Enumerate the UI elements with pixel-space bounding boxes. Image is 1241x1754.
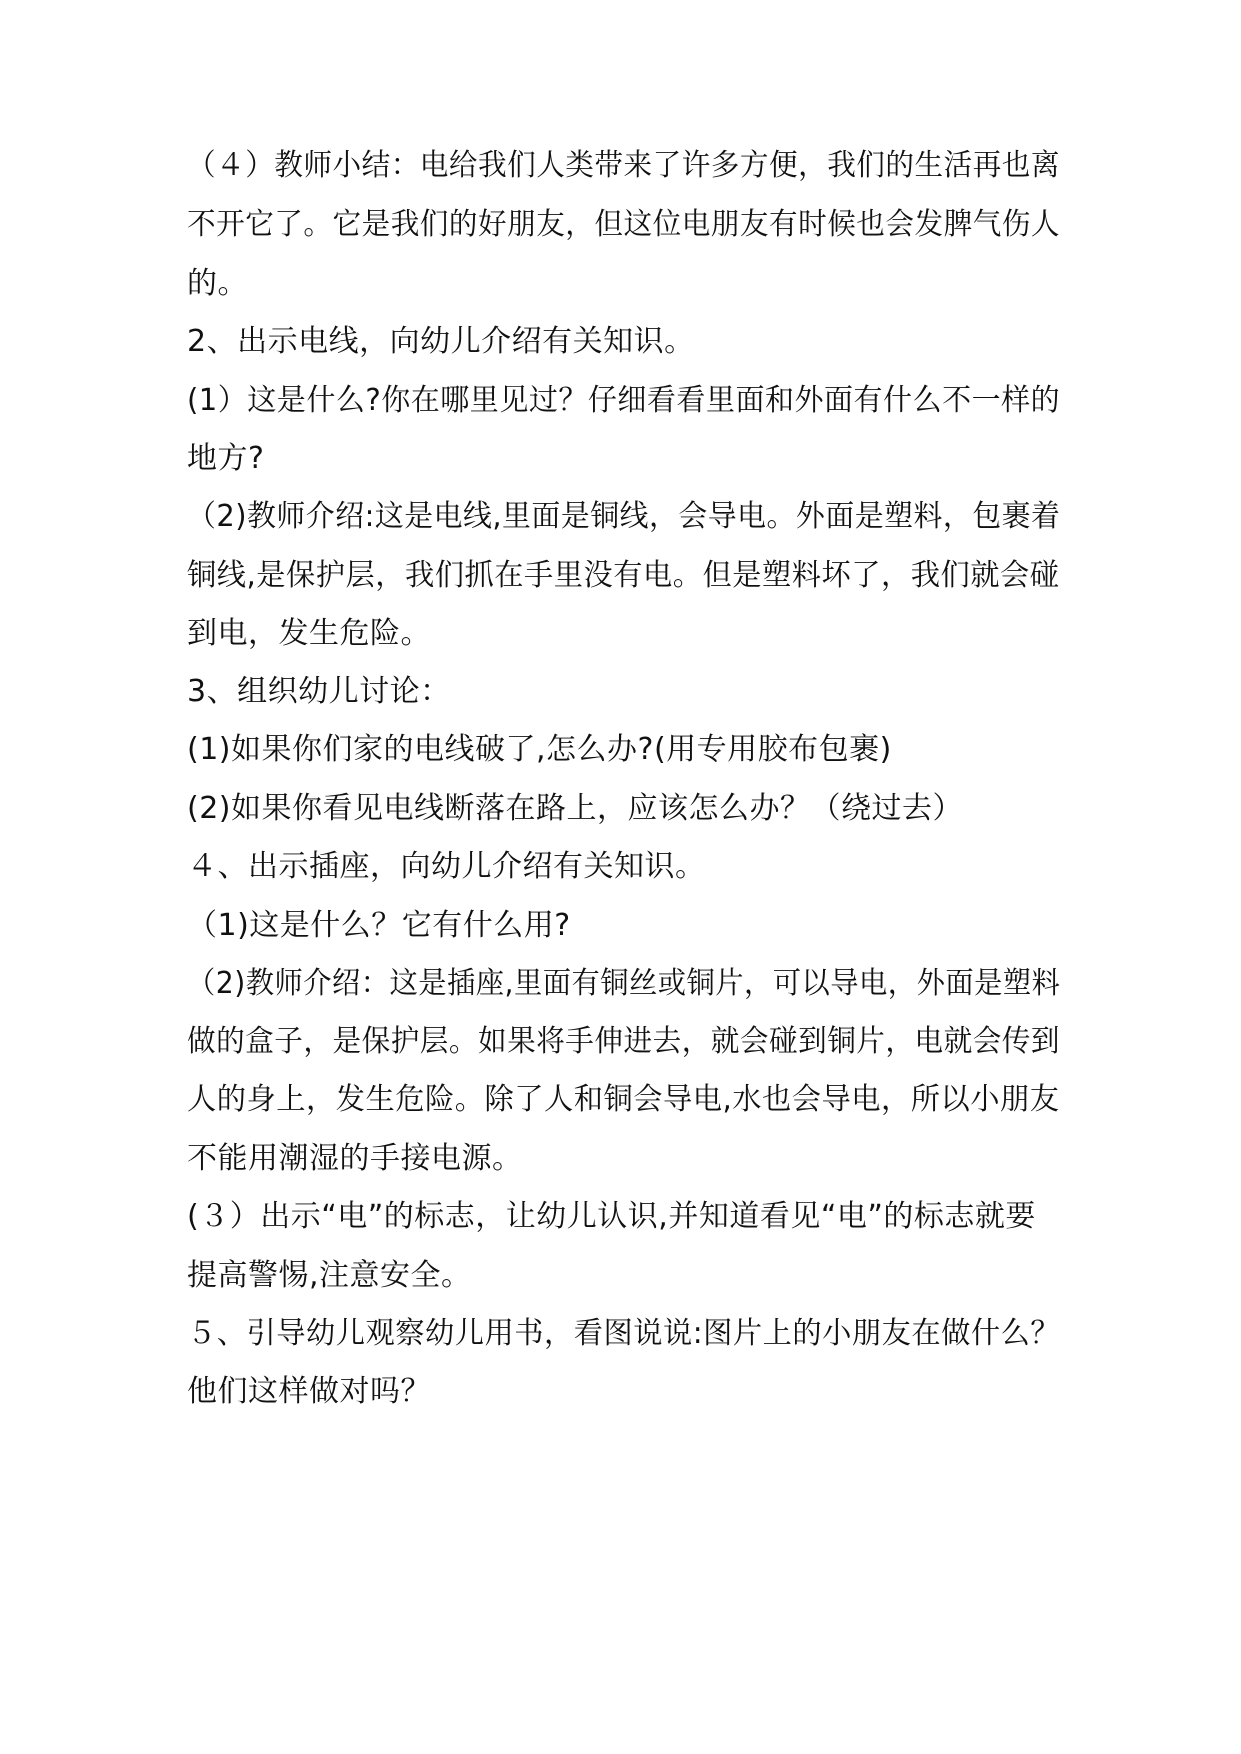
text-line-9: 到电，发生危险。 <box>187 616 431 651</box>
text-line-19: (３）出示“电”的标志，让幼儿认识,并知道看见“电”的标志就要 <box>187 1199 1036 1234</box>
text-line-12: (2)如果你看见电线断落在路上，应该怎么办？（绕过去） <box>187 791 963 826</box>
text-line-13: ４、出示插座，向幼儿介绍有关知识。 <box>187 849 706 884</box>
text-line-21: ５、引导幼儿观察幼儿用书，看图说说:图片上的小朋友在做什么？ <box>187 1316 1061 1351</box>
text-line-7: （2)教师介绍:这是电线,里面是铜线，会导电。外面是塑料，包裹着 <box>187 499 1061 534</box>
text-line-22: 他们这样做对吗？ <box>187 1374 431 1409</box>
text-line-1: （４）教师小结：电给我们人类带来了许多方便，我们的生活再也离 <box>187 148 1061 183</box>
text-line-14: （1)这是什么？它有什么用? <box>187 908 571 943</box>
text-line-2: 不开它了。它是我们的好朋友，但这位电朋友有时候也会发脾气伤人 <box>187 207 1061 242</box>
text-line-10: 3、组织幼儿讨论： <box>187 674 451 709</box>
text-line-20: 提高警惕,注意安全。 <box>187 1258 472 1293</box>
text-line-8: 铜线,是保护层，我们抓在手里没有电。但是塑料坏了，我们就会碰 <box>187 558 1060 593</box>
text-line-4: 2、出示电线，向幼儿介绍有关知识。 <box>187 324 695 359</box>
text-line-5: (1）这是什么?你在哪里见过？仔细看看里面和外面有什么不一样的 <box>187 383 1061 418</box>
text-line-6: 地方? <box>187 441 265 476</box>
text-line-17: 人的身上，发生危险。除了人和铜会导电,水也会导电，所以小朋友 <box>187 1082 1060 1117</box>
text-line-18: 不能用潮湿的手接电源。 <box>187 1141 523 1176</box>
text-line-11: (1)如果你们家的电线破了,怎么办?(用专用胶布包裹) <box>187 732 892 767</box>
text-line-3: 的。 <box>187 266 248 301</box>
text-line-16: 做的盒子，是保护层。如果将手伸进去，就会碰到铜片，电就会传到 <box>187 1024 1061 1059</box>
text-line-15: （2)教师介绍：这是插座,里面有铜丝或铜片，可以导电，外面是塑料 <box>187 966 1061 1001</box>
